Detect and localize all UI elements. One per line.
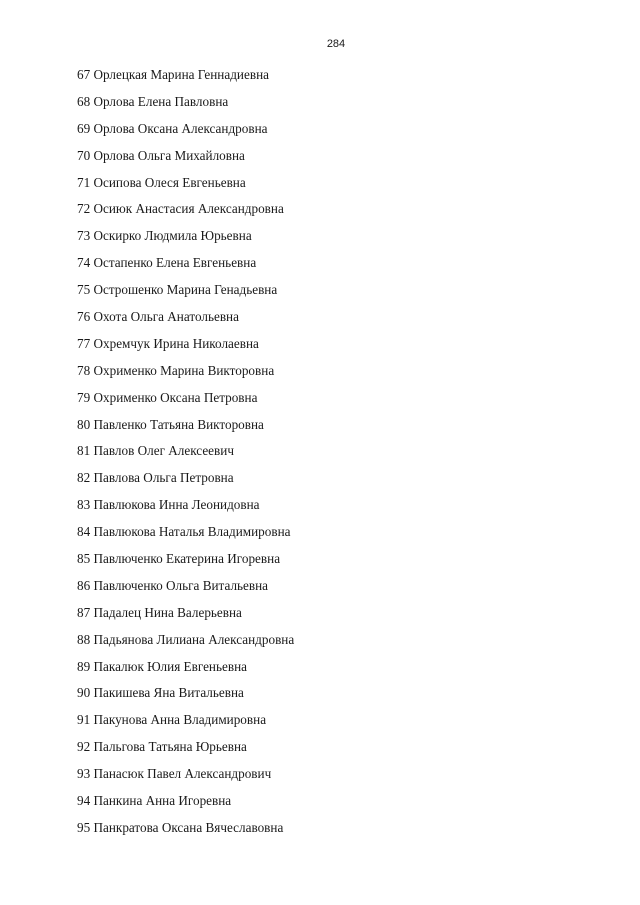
list-item: 87 Падалец Нина Валерьевна xyxy=(77,604,242,620)
list-item: 70 Орлова Ольга Михайловна xyxy=(77,147,245,163)
list-item: 94 Панкина Анна Игоревна xyxy=(77,793,232,809)
list-item: 95 Панкратова Оксана Вячеславовна xyxy=(77,819,284,835)
list-item: 86 Павлюченко Ольга Витальевна xyxy=(77,577,269,593)
list-item: 91 Пакунова Анна Владимировна xyxy=(77,712,267,728)
list-item: 93 Панасюк Павел Александрович xyxy=(77,766,272,782)
list-item: 78 Охрименко Марина Викторовна xyxy=(77,362,275,378)
list-item: 75 Острошенко Марина Генадьевна xyxy=(77,282,278,298)
name-list xyxy=(77,64,294,844)
list-item: 68 Орлова Елена Павловна xyxy=(77,93,229,109)
list-item: 67 Орлецкая Марина Геннадиевна xyxy=(77,67,269,82)
list-item: 76 Охота Ольга Анатольевна xyxy=(77,309,239,325)
list-item: 79 Охрименко Оксана Петровна xyxy=(77,389,258,405)
list-item: 90 Пакишева Яна Витальевна xyxy=(77,685,244,701)
list-item: 69 Орлова Оксана Александровна xyxy=(77,120,268,136)
list-item: 88 Падьянова Лилиана Александровна xyxy=(77,631,295,647)
list-item: 89 Пакалюк Юлия Евгеньевна xyxy=(77,658,247,674)
list-item: 77 Охремчук Ирина Николаевна xyxy=(77,335,259,351)
list-item: 92 Пальгова Татьяна Юрьевна xyxy=(77,739,247,755)
list-item: 72 Осиюк Анастасия Александровна xyxy=(77,201,284,217)
list-item: 84 Павлюкова Наталья Владимировна xyxy=(77,524,291,540)
page-number: 284 xyxy=(326,38,346,50)
list-item: 85 Павлюченко Екатерина Игоревна xyxy=(77,551,281,567)
list-item: 74 Остапенко Елена Евгеньевна xyxy=(77,255,257,271)
list-item: 81 Павлов Олег Алексеевич xyxy=(77,443,234,459)
list-item: 71 Осипова Олеся Евгеньевна xyxy=(77,174,246,190)
list-item: 82 Павлова Ольга Петровна xyxy=(77,470,234,486)
list-item: 73 Оскирко Людмила Юрьевна xyxy=(77,228,252,244)
list-item: 83 Павлюкова Инна Леонидовна xyxy=(77,497,260,513)
list-item: 80 Павленко Татьяна Викторовна xyxy=(77,416,264,432)
